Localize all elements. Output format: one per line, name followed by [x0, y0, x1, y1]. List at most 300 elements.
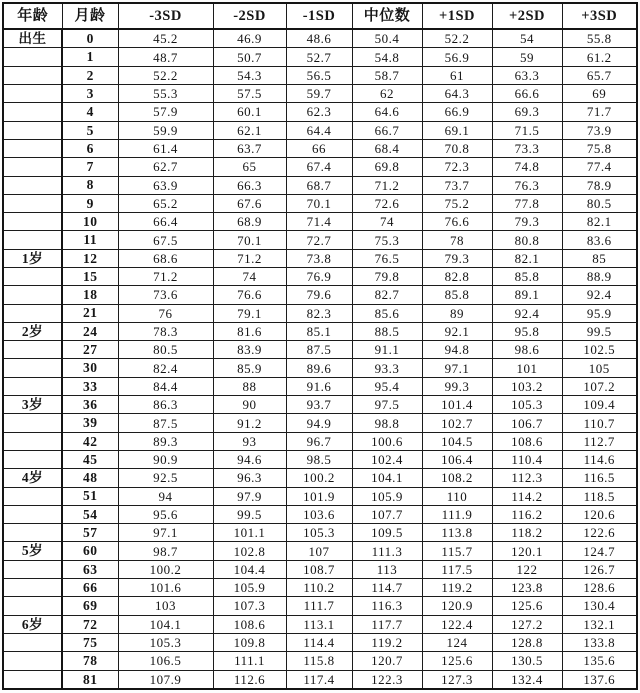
value-cell: 116.3	[352, 597, 422, 615]
value-cell: 118.5	[562, 487, 637, 505]
value-cell: 120.1	[492, 542, 562, 560]
value-cell: 107	[286, 542, 352, 560]
value-cell: 90.9	[118, 450, 213, 468]
value-cell: 66.6	[492, 85, 562, 103]
value-cell: 111.3	[352, 542, 422, 560]
age-label-cell: 2岁	[3, 322, 62, 340]
value-cell: 76.3	[492, 176, 562, 194]
age-label-cell	[3, 377, 62, 395]
value-cell: 124	[422, 633, 492, 651]
age-label-cell	[3, 85, 62, 103]
month-cell: 33	[62, 377, 118, 395]
value-cell: 66	[286, 139, 352, 157]
value-cell: 83.9	[213, 341, 286, 359]
table-row	[3, 652, 637, 670]
age-label-cell	[3, 66, 62, 84]
table-row	[3, 341, 637, 359]
table-row	[3, 633, 637, 651]
month-cell: 39	[62, 414, 118, 432]
value-cell: 50.4	[352, 29, 422, 48]
table-row	[3, 615, 637, 633]
age-label-cell	[3, 121, 62, 139]
value-cell: 84.4	[118, 377, 213, 395]
month-cell: 2	[62, 66, 118, 84]
value-cell: 112.6	[213, 670, 286, 689]
value-cell: 110.7	[562, 414, 637, 432]
table-row	[3, 597, 637, 615]
value-cell: 79.3	[422, 249, 492, 267]
value-cell: 67.6	[213, 194, 286, 212]
table-row	[3, 121, 637, 139]
value-cell: 107.3	[213, 597, 286, 615]
value-cell: 108.7	[286, 560, 352, 578]
value-cell: 126.7	[562, 560, 637, 578]
value-cell: 68.9	[213, 213, 286, 231]
value-cell: 99.5	[562, 322, 637, 340]
table-row	[3, 249, 637, 267]
age-label-cell: 5岁	[3, 542, 62, 560]
value-cell: 135.6	[562, 652, 637, 670]
value-cell: 66.7	[352, 121, 422, 139]
value-cell: 72.6	[352, 194, 422, 212]
value-cell: 91.2	[213, 414, 286, 432]
value-cell: 94	[118, 487, 213, 505]
value-cell: 128.8	[492, 633, 562, 651]
month-cell: 75	[62, 633, 118, 651]
value-cell: 89.6	[286, 359, 352, 377]
value-cell: 92.1	[422, 322, 492, 340]
value-cell: 105.9	[352, 487, 422, 505]
month-cell: 72	[62, 615, 118, 633]
value-cell: 97.1	[118, 524, 213, 542]
table-row	[3, 670, 637, 689]
value-cell: 62.7	[118, 158, 213, 176]
value-cell: 122.6	[562, 524, 637, 542]
value-cell: 67.4	[286, 158, 352, 176]
value-cell: 65.7	[562, 66, 637, 84]
value-cell: 114.7	[352, 579, 422, 597]
table-row	[3, 524, 637, 542]
value-cell: 91.1	[352, 341, 422, 359]
value-cell: 118.2	[492, 524, 562, 542]
value-cell: 82.1	[492, 249, 562, 267]
value-cell: 82.3	[286, 304, 352, 322]
value-cell: 119.2	[422, 579, 492, 597]
value-cell: 93.3	[352, 359, 422, 377]
value-cell: 69	[562, 85, 637, 103]
value-cell: 109.8	[213, 633, 286, 651]
table-row	[3, 103, 637, 121]
value-cell: 71.2	[352, 176, 422, 194]
value-cell: 113.1	[286, 615, 352, 633]
value-cell: 71.5	[492, 121, 562, 139]
value-cell: 71.2	[213, 249, 286, 267]
age-label-cell	[3, 176, 62, 194]
value-cell: 66.4	[118, 213, 213, 231]
value-cell: 78.9	[562, 176, 637, 194]
value-cell: 111.7	[286, 597, 352, 615]
growth-standard-table	[2, 2, 638, 690]
value-cell: 100.2	[118, 560, 213, 578]
value-cell: 92.4	[562, 286, 637, 304]
age-label-cell	[3, 597, 62, 615]
value-cell: 79.1	[213, 304, 286, 322]
value-cell: 116.2	[492, 505, 562, 523]
value-cell: 48.6	[286, 29, 352, 48]
value-cell: 56.5	[286, 66, 352, 84]
value-cell: 105	[562, 359, 637, 377]
month-cell: 0	[62, 29, 118, 48]
value-cell: 112.3	[492, 469, 562, 487]
value-cell: 120.7	[352, 652, 422, 670]
value-cell: 102.4	[352, 450, 422, 468]
value-cell: 109.5	[352, 524, 422, 542]
value-cell: 114.6	[562, 450, 637, 468]
month-cell: 21	[62, 304, 118, 322]
age-label-cell	[3, 633, 62, 651]
value-cell: 64.6	[352, 103, 422, 121]
table-row	[3, 176, 637, 194]
value-cell: 62	[352, 85, 422, 103]
value-cell: 105.3	[286, 524, 352, 542]
value-cell: 95.8	[492, 322, 562, 340]
table-row	[3, 213, 637, 231]
age-label-cell	[3, 524, 62, 542]
value-cell: 92.5	[118, 469, 213, 487]
value-cell: 108.6	[492, 432, 562, 450]
value-cell: 59.7	[286, 85, 352, 103]
value-cell: 80.5	[118, 341, 213, 359]
value-cell: 114.4	[286, 633, 352, 651]
value-cell: 54.3	[213, 66, 286, 84]
value-cell: 91.6	[286, 377, 352, 395]
value-cell: 76.9	[286, 267, 352, 285]
age-label-cell	[3, 194, 62, 212]
value-cell: 89.1	[492, 286, 562, 304]
table-row	[3, 66, 637, 84]
value-cell: 73.7	[422, 176, 492, 194]
value-cell: 102.8	[213, 542, 286, 560]
age-label-cell	[3, 103, 62, 121]
age-label-cell	[3, 286, 62, 304]
table-row	[3, 231, 637, 249]
value-cell: 82.8	[422, 267, 492, 285]
value-cell: 101	[492, 359, 562, 377]
month-cell: 66	[62, 579, 118, 597]
value-cell: 99.3	[422, 377, 492, 395]
value-cell: 95.9	[562, 304, 637, 322]
month-cell: 48	[62, 469, 118, 487]
value-cell: 103.2	[492, 377, 562, 395]
value-cell: 92.4	[492, 304, 562, 322]
age-label-cell: 1岁	[3, 249, 62, 267]
value-cell: 78.3	[118, 322, 213, 340]
value-cell: 64.4	[286, 121, 352, 139]
value-cell: 95.4	[352, 377, 422, 395]
month-cell: 54	[62, 505, 118, 523]
value-cell: 55.8	[562, 29, 637, 48]
value-cell: 61.4	[118, 139, 213, 157]
month-cell: 69	[62, 597, 118, 615]
table-row	[3, 487, 637, 505]
value-cell: 75.2	[422, 194, 492, 212]
value-cell: 122	[492, 560, 562, 578]
value-cell: 133.8	[562, 633, 637, 651]
value-cell: 79.3	[492, 213, 562, 231]
value-cell: 77.8	[492, 194, 562, 212]
col-header-month: 月龄	[62, 3, 118, 29]
value-cell: 93	[213, 432, 286, 450]
value-cell: 70.1	[213, 231, 286, 249]
value-cell: 48.7	[118, 48, 213, 66]
col-header-plus2sd: +2SD	[492, 3, 562, 29]
table-row	[3, 396, 637, 414]
table-row	[3, 505, 637, 523]
col-header-median: 中位数	[352, 3, 422, 29]
table-row	[3, 158, 637, 176]
month-cell: 8	[62, 176, 118, 194]
value-cell: 63.7	[213, 139, 286, 157]
age-label-cell	[3, 560, 62, 578]
month-cell: 63	[62, 560, 118, 578]
value-cell: 82.1	[562, 213, 637, 231]
value-cell: 113.8	[422, 524, 492, 542]
age-label-cell: 3岁	[3, 396, 62, 414]
value-cell: 117.7	[352, 615, 422, 633]
month-cell: 24	[62, 322, 118, 340]
month-cell: 36	[62, 396, 118, 414]
value-cell: 63.9	[118, 176, 213, 194]
value-cell: 54.8	[352, 48, 422, 66]
value-cell: 95.6	[118, 505, 213, 523]
value-cell: 61	[422, 66, 492, 84]
value-cell: 97.9	[213, 487, 286, 505]
age-label-cell: 6岁	[3, 615, 62, 633]
month-cell: 42	[62, 432, 118, 450]
value-cell: 111.9	[422, 505, 492, 523]
table-row	[3, 48, 637, 66]
value-cell: 59	[492, 48, 562, 66]
value-cell: 103	[118, 597, 213, 615]
table-row	[3, 85, 637, 103]
value-cell: 68.4	[352, 139, 422, 157]
month-cell: 9	[62, 194, 118, 212]
col-header-age: 年龄	[3, 3, 62, 29]
value-cell: 72.7	[286, 231, 352, 249]
value-cell: 113	[352, 560, 422, 578]
table-row	[3, 542, 637, 560]
value-cell: 90	[213, 396, 286, 414]
value-cell: 75.3	[352, 231, 422, 249]
value-cell: 86.3	[118, 396, 213, 414]
month-cell: 10	[62, 213, 118, 231]
value-cell: 62.1	[213, 121, 286, 139]
value-cell: 68.7	[286, 176, 352, 194]
value-cell: 70.1	[286, 194, 352, 212]
table-row	[3, 267, 637, 285]
value-cell: 119.2	[352, 633, 422, 651]
value-cell: 68.6	[118, 249, 213, 267]
value-cell: 76.5	[352, 249, 422, 267]
month-cell: 18	[62, 286, 118, 304]
value-cell: 120.6	[562, 505, 637, 523]
value-cell: 96.3	[213, 469, 286, 487]
value-cell: 55.3	[118, 85, 213, 103]
age-label-cell	[3, 652, 62, 670]
value-cell: 85.8	[422, 286, 492, 304]
value-cell: 101.1	[213, 524, 286, 542]
value-cell: 106.7	[492, 414, 562, 432]
value-cell: 77.4	[562, 158, 637, 176]
value-cell: 85.1	[286, 322, 352, 340]
age-label-cell	[3, 213, 62, 231]
value-cell: 85.9	[213, 359, 286, 377]
col-header-minus1sd: -1SD	[286, 3, 352, 29]
value-cell: 73.9	[562, 121, 637, 139]
value-cell: 105.3	[492, 396, 562, 414]
value-cell: 62.3	[286, 103, 352, 121]
value-cell: 106.5	[118, 652, 213, 670]
value-cell: 94.6	[213, 450, 286, 468]
value-cell: 103.6	[286, 505, 352, 523]
value-cell: 73.6	[118, 286, 213, 304]
value-cell: 79.8	[352, 267, 422, 285]
value-cell: 75.8	[562, 139, 637, 157]
value-cell: 104.5	[422, 432, 492, 450]
age-label-cell	[3, 359, 62, 377]
value-cell: 112.7	[562, 432, 637, 450]
value-cell: 108.2	[422, 469, 492, 487]
value-cell: 102.7	[422, 414, 492, 432]
value-cell: 87.5	[118, 414, 213, 432]
month-cell: 3	[62, 85, 118, 103]
month-cell: 1	[62, 48, 118, 66]
value-cell: 104.1	[352, 469, 422, 487]
age-label-cell: 4岁	[3, 469, 62, 487]
value-cell: 110.2	[286, 579, 352, 597]
value-cell: 114.2	[492, 487, 562, 505]
value-cell: 71.7	[562, 103, 637, 121]
value-cell: 127.2	[492, 615, 562, 633]
value-cell: 73.8	[286, 249, 352, 267]
value-cell: 52.2	[422, 29, 492, 48]
value-cell: 54	[492, 29, 562, 48]
col-header-plus3sd: +3SD	[562, 3, 637, 29]
value-cell: 132.1	[562, 615, 637, 633]
month-cell: 12	[62, 249, 118, 267]
value-cell: 52.2	[118, 66, 213, 84]
value-cell: 69.3	[492, 103, 562, 121]
table-row	[3, 432, 637, 450]
value-cell: 85.6	[352, 304, 422, 322]
value-cell: 66.9	[422, 103, 492, 121]
value-cell: 101.6	[118, 579, 213, 597]
value-cell: 63.3	[492, 66, 562, 84]
month-cell: 6	[62, 139, 118, 157]
age-label-cell	[3, 341, 62, 359]
age-label-cell	[3, 158, 62, 176]
value-cell: 57.5	[213, 85, 286, 103]
value-cell: 117.4	[286, 670, 352, 689]
value-cell: 74.8	[492, 158, 562, 176]
value-cell: 110	[422, 487, 492, 505]
value-cell: 115.7	[422, 542, 492, 560]
value-cell: 116.5	[562, 469, 637, 487]
value-cell: 73.3	[492, 139, 562, 157]
value-cell: 88.5	[352, 322, 422, 340]
value-cell: 104.1	[118, 615, 213, 633]
age-label-cell	[3, 450, 62, 468]
value-cell: 130.4	[562, 597, 637, 615]
age-label-cell	[3, 414, 62, 432]
table-row	[3, 194, 637, 212]
header-row	[3, 3, 637, 29]
value-cell: 50.7	[213, 48, 286, 66]
value-cell: 56.9	[422, 48, 492, 66]
month-cell: 5	[62, 121, 118, 139]
value-cell: 102.5	[562, 341, 637, 359]
month-cell: 30	[62, 359, 118, 377]
month-cell: 57	[62, 524, 118, 542]
value-cell: 69.1	[422, 121, 492, 139]
value-cell: 96.7	[286, 432, 352, 450]
value-cell: 81.6	[213, 322, 286, 340]
value-cell: 85	[562, 249, 637, 267]
value-cell: 46.9	[213, 29, 286, 48]
month-cell: 15	[62, 267, 118, 285]
value-cell: 107.9	[118, 670, 213, 689]
month-cell: 27	[62, 341, 118, 359]
table-row	[3, 377, 637, 395]
table-row	[3, 286, 637, 304]
value-cell: 72.3	[422, 158, 492, 176]
value-cell: 74	[213, 267, 286, 285]
month-cell: 81	[62, 670, 118, 689]
value-cell: 128.6	[562, 579, 637, 597]
value-cell: 98.7	[118, 542, 213, 560]
table-row	[3, 579, 637, 597]
value-cell: 124.7	[562, 542, 637, 560]
value-cell: 74	[352, 213, 422, 231]
table-row	[3, 359, 637, 377]
age-label-cell	[3, 304, 62, 322]
value-cell: 123.8	[492, 579, 562, 597]
value-cell: 87.5	[286, 341, 352, 359]
age-label-cell	[3, 505, 62, 523]
month-cell: 78	[62, 652, 118, 670]
value-cell: 107.2	[562, 377, 637, 395]
value-cell: 125.6	[422, 652, 492, 670]
value-cell: 111.1	[213, 652, 286, 670]
table-row	[3, 469, 637, 487]
age-label-cell	[3, 48, 62, 66]
month-cell: 4	[62, 103, 118, 121]
value-cell: 65.2	[118, 194, 213, 212]
value-cell: 98.6	[492, 341, 562, 359]
month-cell: 51	[62, 487, 118, 505]
value-cell: 83.6	[562, 231, 637, 249]
value-cell: 130.5	[492, 652, 562, 670]
value-cell: 61.2	[562, 48, 637, 66]
value-cell: 76.6	[213, 286, 286, 304]
value-cell: 100.2	[286, 469, 352, 487]
value-cell: 88.9	[562, 267, 637, 285]
value-cell: 80.5	[562, 194, 637, 212]
value-cell: 78	[422, 231, 492, 249]
month-cell: 7	[62, 158, 118, 176]
value-cell: 71.4	[286, 213, 352, 231]
value-cell: 71.2	[118, 267, 213, 285]
